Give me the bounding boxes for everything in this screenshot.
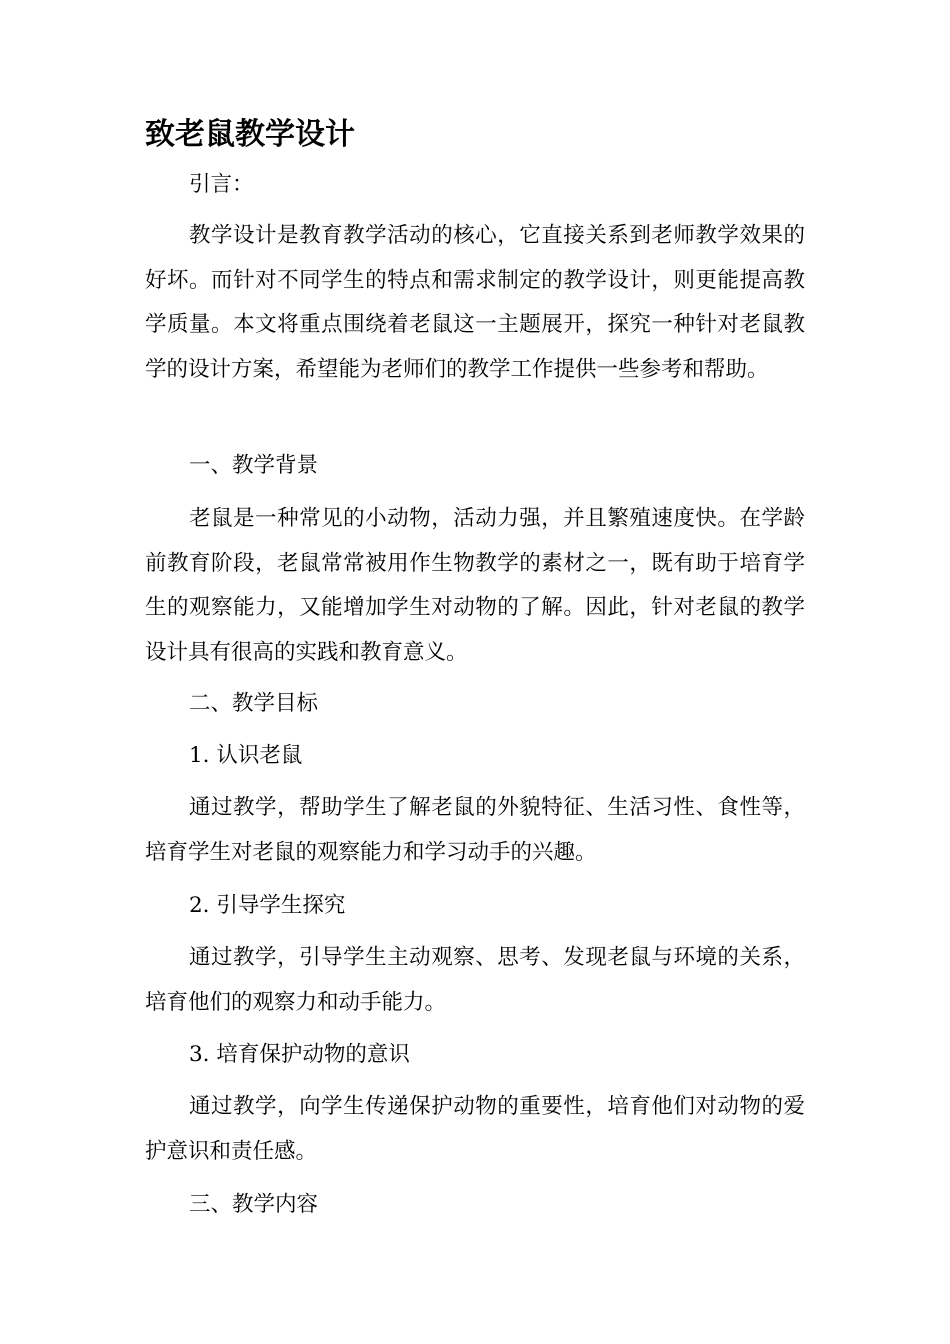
goal-paragraph-protect: 通过教学，向学生传递保护动物的重要性，培育他们对动物的爱护意识和责任感。 — [145, 1094, 805, 1164]
goal-paragraph-recognize: 通过教学，帮助学生了解老鼠的外貌特征、生活习性、食性等，培育学生对老鼠的观察能力和学习动手的兴趣。 — [145, 795, 805, 865]
goal-heading-explore: 2. 引导学生探究 — [189, 893, 346, 918]
goal-heading-recognize: 1. 认识老鼠 — [189, 743, 303, 768]
intro-paragraph: 教学设计是教育教学活动的核心，它直接关系到老师教学效果的好坏。而针对不同学生的特点和需求制定的教学设计，则更能提高教学质量。本文将重点围绕着老鼠这一主题展开，探究一种针对老鼠教学的设计方案，希望能为老师们的教学工作提供一些参考和帮助。 — [145, 223, 805, 382]
goal-heading-protect: 3. 培育保护动物的意识 — [189, 1042, 410, 1067]
section-heading-content: 三、教学内容 — [189, 1192, 319, 1217]
goal-paragraph-explore: 通过教学，引导学生主动观察、思考、发现老鼠与环境的关系，培育他们的观察力和动手能力。 — [145, 945, 805, 1015]
background-paragraph: 老鼠是一种常见的小动物，活动力强，并且繁殖速度快。在学龄前教育阶段，老鼠常常被用作生物教学的素材之一，既有助于培育学生的观察能力，又能增加学生对动物的了解。因此，针对老鼠的教学设计具有很高的实践和教育意义。 — [145, 506, 805, 665]
intro-heading: 引言： — [189, 172, 254, 197]
section-heading-goals: 二、教学目标 — [189, 691, 319, 716]
document-title: 致老鼠教学设计 — [145, 117, 355, 152]
section-heading-background: 一、教学背景 — [189, 453, 319, 478]
